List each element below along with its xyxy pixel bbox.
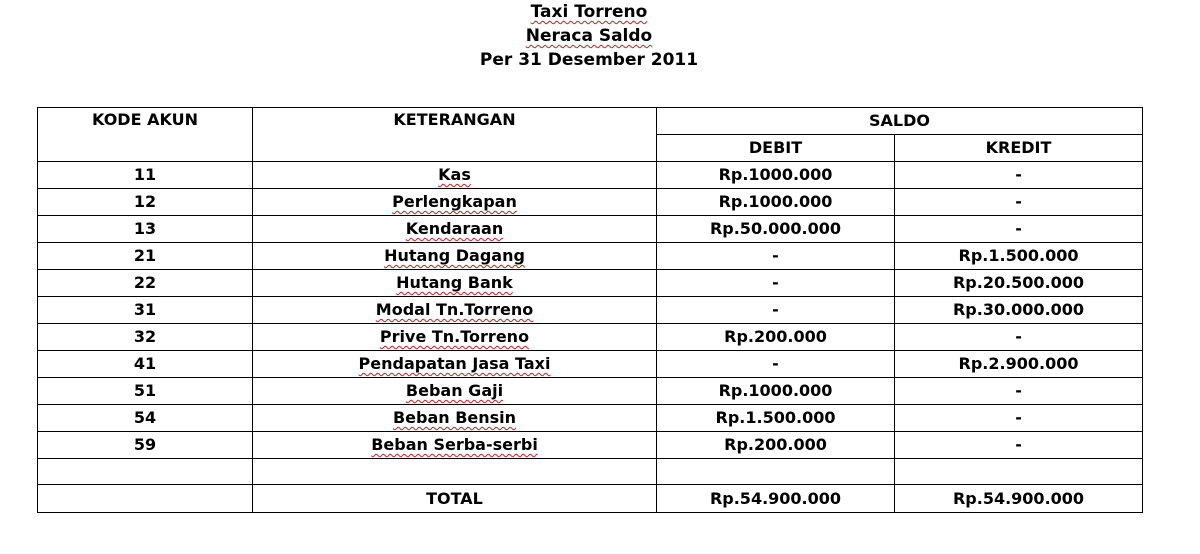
account-code: 54 [38,405,253,432]
table-row [38,378,1143,405]
account-name: Beban Gaji [405,381,504,400]
trial-balance-table [37,107,1143,513]
account-name-cell [253,297,657,324]
debit-amount: - [657,351,895,378]
table-row [38,162,1143,189]
credit-amount: - [895,324,1143,351]
account-name-cell [253,189,657,216]
account-name-cell [253,405,657,432]
account-code: 12 [38,189,253,216]
company-name: Taxi Torreno [530,2,648,22]
account-name: Beban Serba-serbi [371,435,538,454]
debit-amount: - [657,243,895,270]
credit-amount: Rp.1.500.000 [895,243,1143,270]
header-credit: KREDIT [895,135,1143,162]
account-name-cell [253,270,657,297]
account-name-cell [253,162,657,189]
debit-amount: Rp.50.000.000 [657,216,895,243]
account-name: Beban Bensin [392,408,517,427]
report-title: Neraca Saldo [525,26,653,46]
debit-amount: Rp.200.000 [657,324,895,351]
table-row [38,189,1143,216]
account-name: Kas [438,165,471,184]
header-balance: SALDO [657,108,1143,135]
account-name-cell [253,351,657,378]
account-code: 11 [38,162,253,189]
table-row [38,324,1143,351]
credit-amount: Rp.2.900.000 [895,351,1143,378]
account-name: Kendaraan [405,219,504,238]
total-debit: Rp.54.900.000 [657,485,895,513]
credit-amount: - [895,405,1143,432]
table-row [38,216,1143,243]
credit-amount: Rp.20.500.000 [895,270,1143,297]
table-row [38,270,1143,297]
header-account-code: KODE AKUN [38,108,253,162]
account-code: 59 [38,432,253,459]
account-code: 21 [38,243,253,270]
table-row [38,432,1143,459]
account-name: Hutang Bank [396,273,513,292]
credit-amount: - [895,432,1143,459]
account-name-cell [253,324,657,351]
account-code: 41 [38,351,253,378]
debit-amount: Rp.1.500.000 [657,405,895,432]
debit-amount: - [657,297,895,324]
debit-amount: - [657,270,895,297]
credit-amount: - [895,189,1143,216]
credit-amount: - [895,216,1143,243]
account-code: 13 [38,216,253,243]
account-code: 51 [38,378,253,405]
account-name: Modal Tn.Torreno [375,300,534,319]
account-name-cell [253,432,657,459]
header-debit: DEBIT [657,135,895,162]
account-code: 22 [38,270,253,297]
account-name: Pendapatan Jasa Taxi [358,354,551,373]
account-name: Prive Tn.Torreno [379,327,530,346]
credit-amount: - [895,378,1143,405]
header-description: KETERANGAN [253,108,657,162]
table-row [38,405,1143,432]
account-name-cell [253,216,657,243]
blank-row [38,459,1143,485]
account-code: 32 [38,324,253,351]
table-row [38,243,1143,270]
debit-amount: Rp.1000.000 [657,162,895,189]
credit-amount: - [895,162,1143,189]
account-name-cell [253,378,657,405]
report-period: Per 31 Desember 2011 [479,50,699,70]
account-name-cell [253,243,657,270]
report-header [0,0,1178,72]
credit-amount: Rp.30.000.000 [895,297,1143,324]
total-label: TOTAL [253,485,657,513]
account-name: Hutang Dagang [384,246,525,265]
total-row [38,485,1143,513]
account-code: 31 [38,297,253,324]
account-name: Perlengkapan [392,192,517,211]
table-row [38,297,1143,324]
debit-amount: Rp.1000.000 [657,189,895,216]
debit-amount: Rp.200.000 [657,432,895,459]
total-credit: Rp.54.900.000 [895,485,1143,513]
ledger-body [38,162,1143,459]
debit-amount: Rp.1000.000 [657,378,895,405]
table-row [38,351,1143,378]
